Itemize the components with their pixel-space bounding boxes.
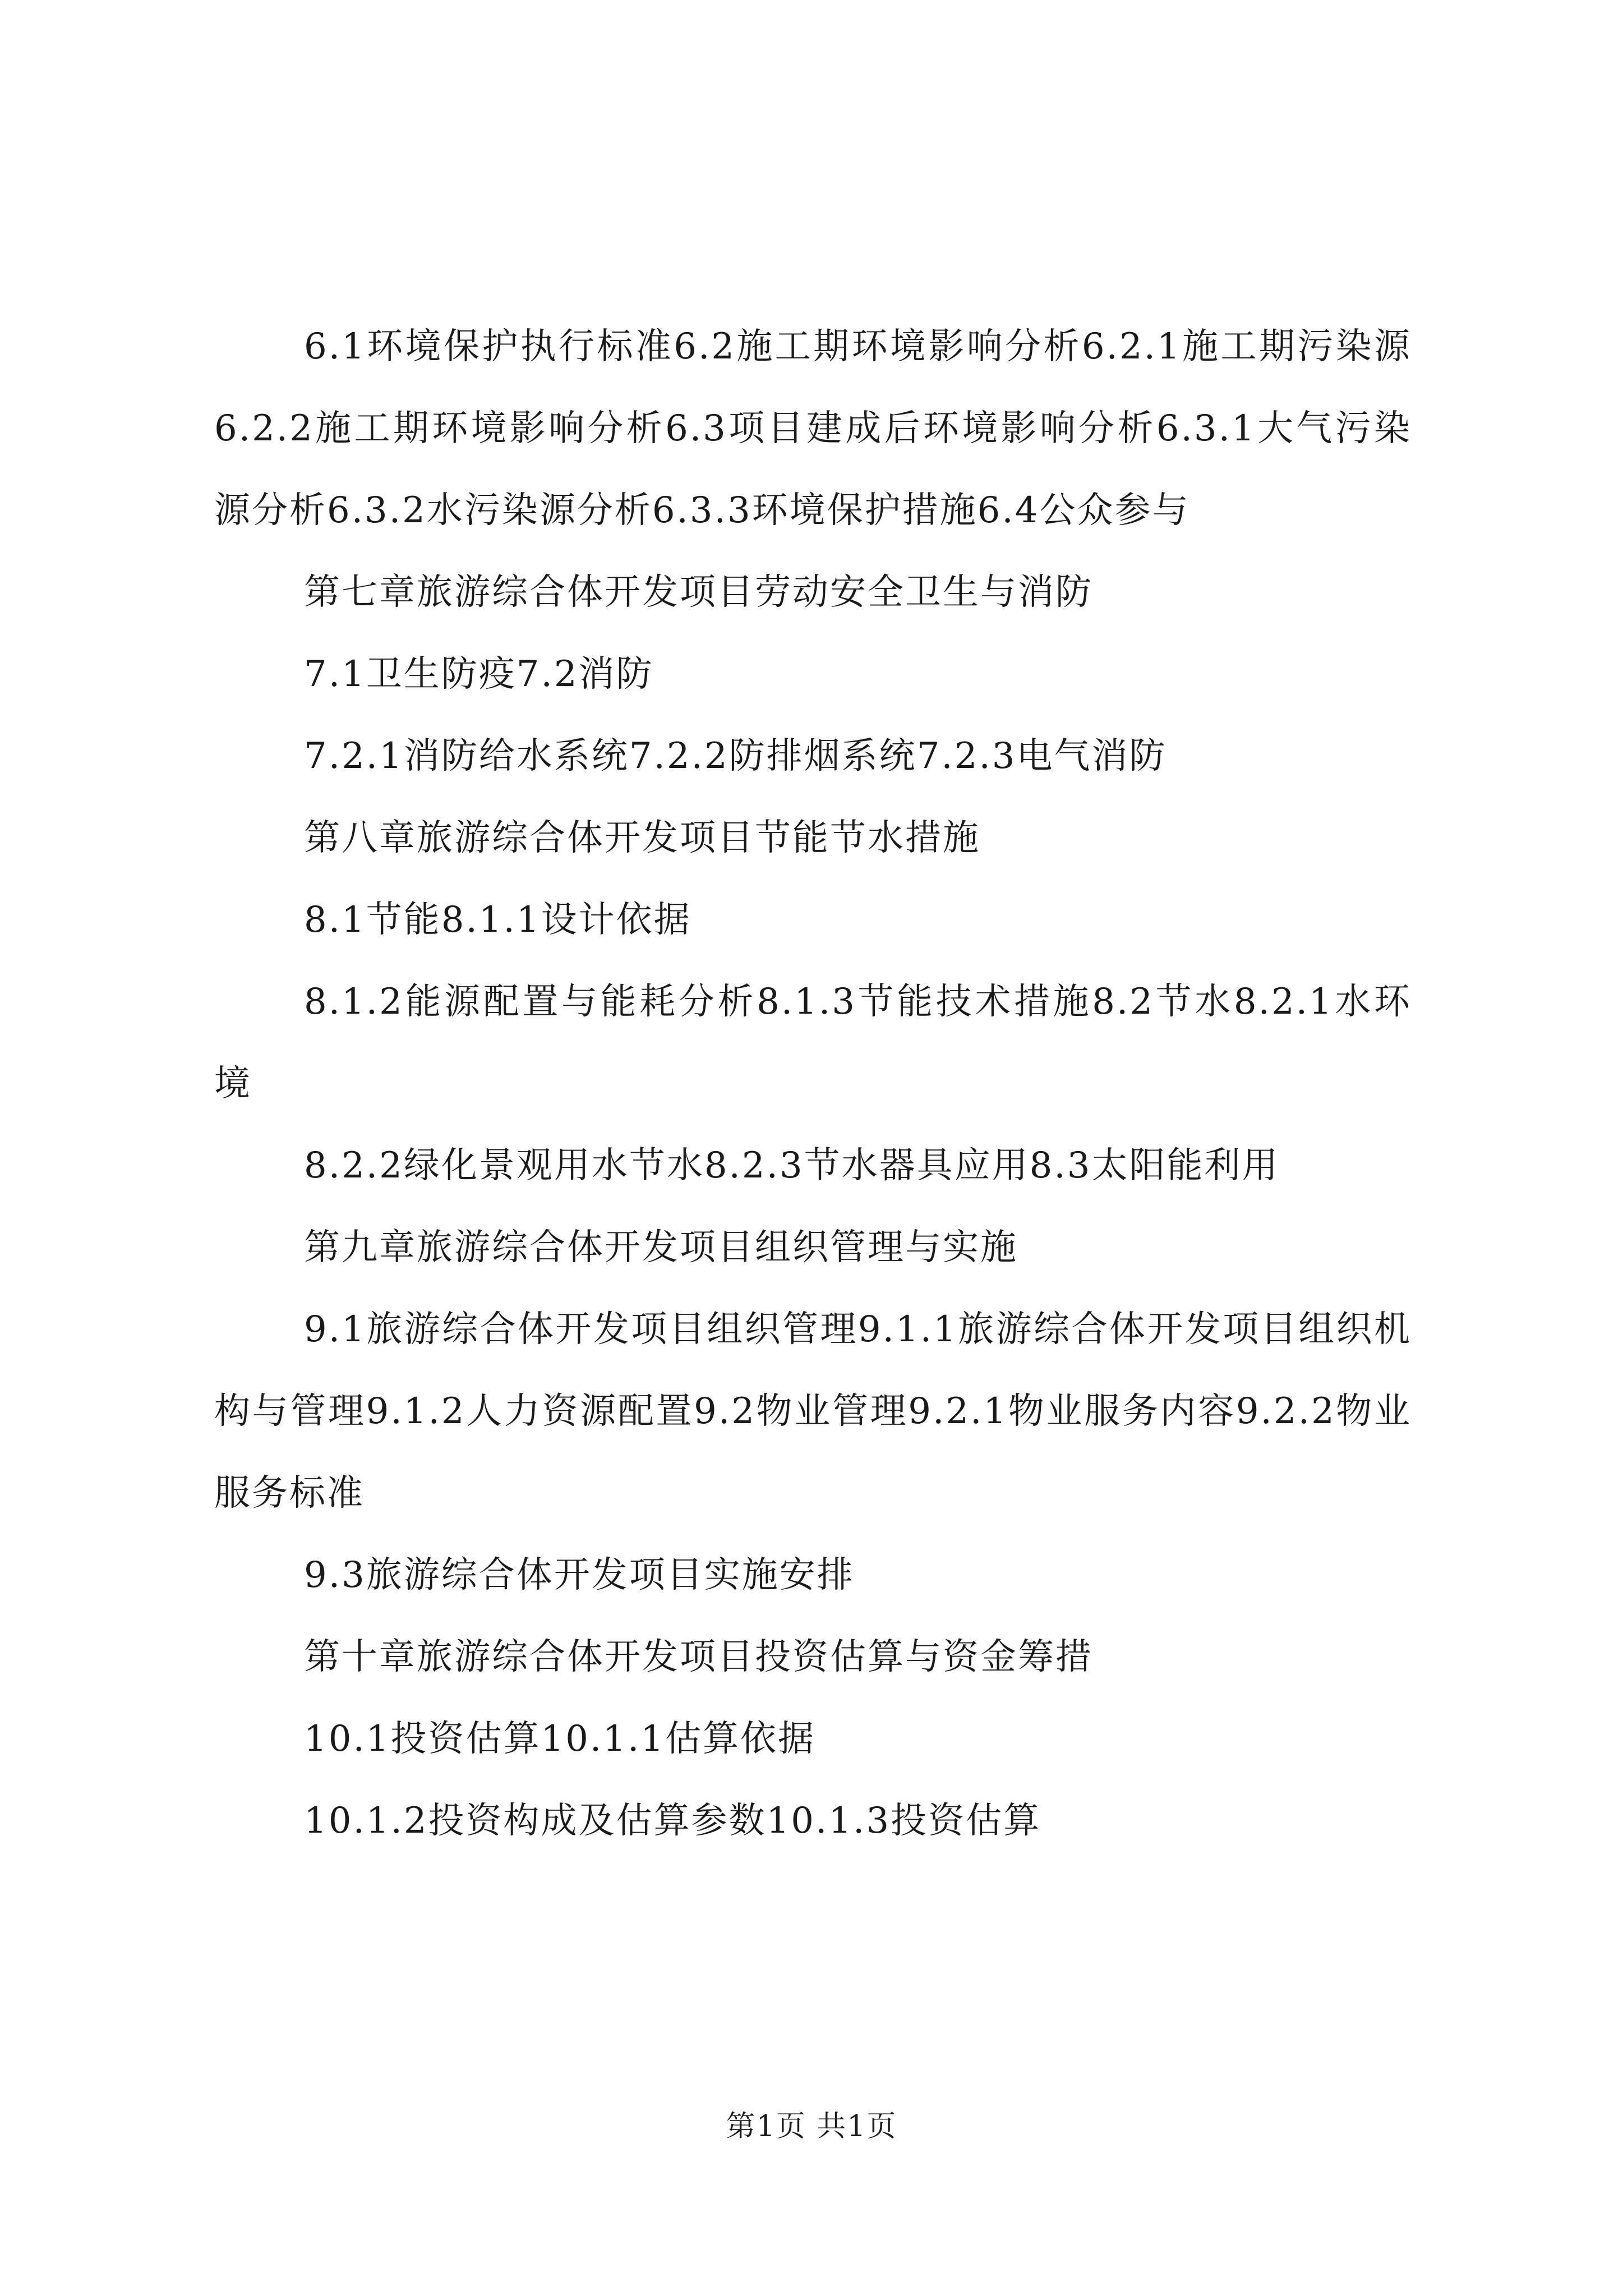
paragraph: 10.1投资估算10.1.1估算依据 — [304, 1718, 816, 1760]
paragraph: 6.1环境保护执行标准6.2施工期环境影响分析6.2.1施工期污染源6.2.2施工期环境影响分析6.3项目建成后环境影响分析6.3.1大气污染源分析6.3.2水污染源分析6.3.3环境保护措施6.4公众参与 — [214, 326, 1412, 531]
chapter-heading: 第十章旅游综合体开发项目投资估算与资金筹措 — [304, 1636, 1093, 1678]
paragraph: 8.1节能8.1.1设计依据 — [304, 899, 691, 941]
page-number-footer: 第1页 共1页 — [726, 2110, 897, 2143]
chapter-heading: 第八章旅游综合体开发项目节能节水措施 — [304, 817, 980, 859]
paragraph: 8.2.2绿化景观用水节水8.2.3节水器具应用8.3太阳能利用 — [304, 1145, 1280, 1186]
paragraph: 10.1.2投资构成及估算参数10.1.3投资估算 — [304, 1800, 1041, 1842]
paragraph: 8.1.2能源配置与能耗分析8.1.3节能技术措施8.2节水8.2.1水环境 — [214, 981, 1412, 1105]
chapter-heading: 第七章旅游综合体开发项目劳动安全卫生与消防 — [304, 572, 1093, 613]
paragraph: 9.3旅游综合体开发项目实施安排 — [304, 1554, 855, 1596]
document-body — [214, 306, 1412, 1862]
paragraph: 7.1卫生防疫7.2消防 — [304, 654, 654, 695]
paragraph: 7.2.1消防给水系统7.2.2防排烟系统7.2.3电气消防 — [304, 735, 1167, 777]
paragraph: 9.1旅游综合体开发项目组织管理9.1.1旅游综合体开发项目组织机构与管理9.1.2人力资源配置9.2物业管理9.2.1物业服务内容9.2.2物业服务标准 — [214, 1309, 1412, 1514]
chapter-heading: 第九章旅游综合体开发项目组织管理与实施 — [304, 1227, 1018, 1268]
